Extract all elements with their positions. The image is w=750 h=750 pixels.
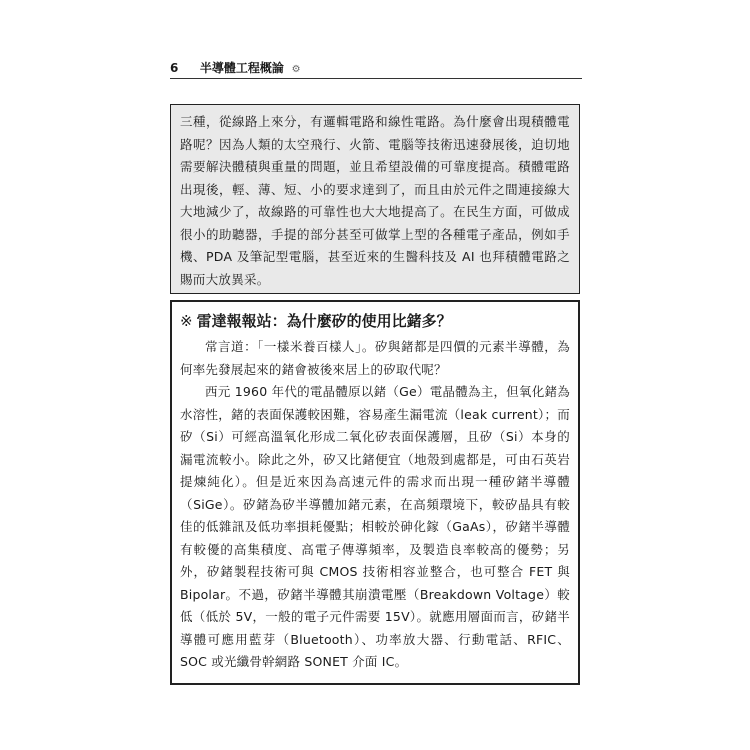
intro-text-box bbox=[170, 104, 580, 294]
page-header bbox=[170, 58, 582, 80]
sidebar-news-box bbox=[170, 300, 580, 685]
publisher-logo-icon: ⚙ bbox=[291, 64, 301, 75]
sidebar-paragraph-1: 常言道：「一樣米養百樣人」。矽與鍺都是四價的元素半導體，為何率先發展起來的鍺會被後來居上的矽取代呢？ bbox=[180, 339, 570, 377]
sidebar-title bbox=[180, 308, 570, 334]
sidebar-title-text: 雷達報報站：為什麼矽的使用比鍺多？ bbox=[196, 312, 452, 330]
sidebar-paragraph-2: 西元 1960 年代的電晶體原以鍺（Ge）電晶體為主，但氧化鍺為水溶性，鍺的表面保護較困難，容易產生漏電流（leak current）；而矽（Si）可經高溫氧化形成二氧化矽表面保護層，且矽（Si）本身的漏電流較小。除此之外，矽又比鍺便宜（地殼到處都是，可由石英岩提煉純化）。但是近來因為高速元件的需求而出現一種矽鍺半導體（SiGe）。矽鍺為矽半導體加鍺元素，在高頻環境下，較矽晶具有較佳的低雜訊及低功率損耗優點；相較於砷化鎵（GaAs），矽鍺半導體有較優的高集積度、高電子傳導頻率，及製造良率較高的優勢；另外，矽鍺製程技術可與 CMOS 技術相容並整合，也可整合 FET 與 Bipolar。不過，矽鍺半導體其崩潰電壓（Breakdown Voltage）較低（低於 5V，一般的電子元件需要 15V）。就應用層面而言，矽鍺半導體可應用藍芽（Bluetooth）、功率放大器、行動電話、RFIC、SOC 或光纖骨幹網路 SONET 介面 IC。 bbox=[180, 384, 570, 669]
reference-mark-icon: ※ bbox=[180, 312, 193, 330]
intro-paragraph: 三種，從線路上來分，有邏輯電路和線性電路。為什麼會出現積體電路呢？因為人類的太空飛行、火箭、電腦等技術迅速發展後，迫切地需要解決體積與重量的問題，並且希望設備的可靠度提高。積體電路出現後，輕、薄、短、小的要求達到了，而且由於元件之間連接線大大地減少了，故線路的可靠性也大大地提高了。在民生方面，可做成很小的助聽器，手提的部分甚至可做掌上型的各種電子產品，例如手機、PDA 及筆記型電腦，甚至近來的生醫科技及 AI 也拜積體電路之賜而大放異采。 bbox=[180, 114, 570, 287]
header-divider bbox=[170, 78, 582, 79]
page-number: 6 bbox=[170, 61, 179, 75]
book-title: 半導體工程概論 bbox=[199, 61, 284, 75]
